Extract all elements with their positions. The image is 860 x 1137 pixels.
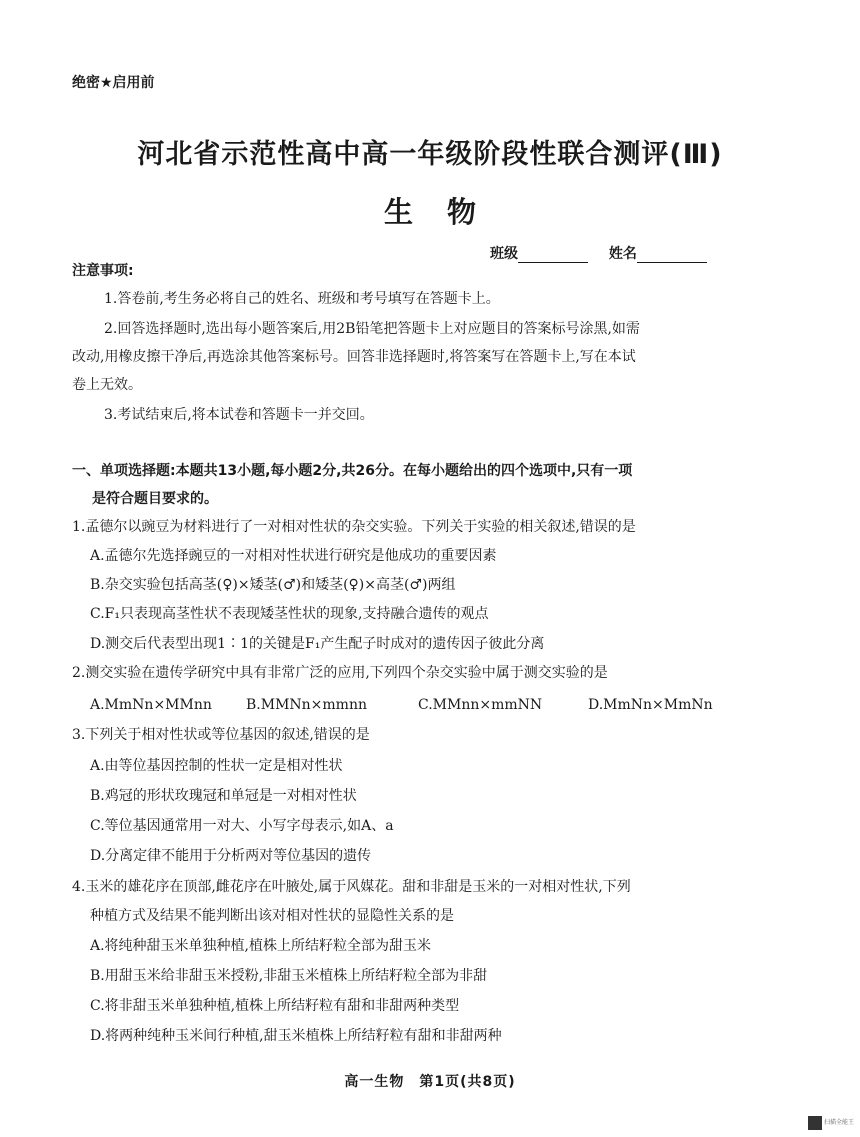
q2-option-c: C.MMnn×mmNN — [418, 697, 543, 713]
secret-label: 绝密★启用前 — [72, 75, 155, 91]
notice-item-3: 3.考试结束后,将本试卷和答题卡一并交回。 — [104, 407, 374, 423]
q2-option-b: B.MMNn×mmnn — [246, 697, 367, 713]
section-1-heading-line-1: 一、单项选择题:本题共13小题,每小题2分,共26分。在每小题给出的四个选项中,只有一项 — [72, 463, 633, 479]
notice-item-2-line-2: 改动,用橡皮擦干净后,再选涂其他答案标号。回答非选择题时,将答案写在答题卡上,写在本试 — [72, 349, 636, 365]
q3-option-d: D.分离定律不能用于分析两对等位基因的遗传 — [90, 848, 372, 864]
q4-option-a: A.将纯种甜玉米单独种植,植株上所结籽粒全部为甜玉米 — [90, 938, 432, 954]
q1-option-d: D.测交后代表型出现1∶1的关键是F₁产生配子时成对的遗传因子彼此分离 — [90, 636, 545, 652]
q4-option-d: D.将两种纯种玉米间行种植,甜玉米植株上所结籽粒有甜和非甜两种 — [90, 1028, 502, 1044]
notice-heading: 注意事项: — [72, 263, 134, 279]
q2-stem: 2.测交实验在遗传学研究中具有非常广泛的应用,下列四个杂交实验中属于测交实验的是 — [72, 665, 608, 681]
scanner-watermark: 扫描全能王 — [824, 1119, 855, 1126]
q1-option-c: C.F₁只表现高茎性状不表现矮茎性状的现象,支持融合遗传的观点 — [90, 606, 489, 622]
q1-stem: 1.孟德尔以豌豆为材料进行了一对相对性状的杂交实验。下列关于实验的相关叙述,错误的是 — [72, 519, 636, 535]
subject-title: 生物 — [383, 195, 510, 229]
q3-stem: 3.下列关于相对性状或等位基因的叙述,错误的是 — [72, 727, 370, 743]
name-blank — [637, 248, 707, 263]
class-label: 班级 — [490, 246, 518, 262]
qr-code-icon — [808, 1116, 822, 1130]
name-label: 姓名 — [608, 246, 637, 262]
q3-option-a: A.由等位基因控制的性状一定是相对性状 — [90, 758, 343, 774]
q4-stem-line-1: 4.玉米的雄花序在顶部,雌花序在叶腋处,属于风媒花。甜和非甜是玉米的一对相对性状,下列 — [72, 879, 631, 895]
q4-stem-line-2: 种植方式及结果不能判断出该对相对性状的显隐性关系的是 — [90, 908, 454, 924]
q1-option-b: B.杂交实验包括高茎(♀)×矮茎(♂)和矮茎(♀)×高茎(♂)两组 — [90, 577, 456, 593]
q1-option-a: A.孟德尔先选择豌豆的一对相对性状进行研究是他成功的重要因素 — [90, 548, 497, 564]
exam-title: 河北省示范性高中高一年级阶段性联合测评(Ⅲ) — [137, 139, 723, 170]
q4-option-c: C.将非甜玉米单独种植,植株上所结籽粒有甜和非甜两种类型 — [90, 998, 460, 1014]
q3-option-b: B.鸡冠的形状玫瑰冠和单冠是一对相对性状 — [90, 788, 357, 804]
student-fields — [490, 243, 723, 263]
q4-option-b: B.用甜玉米给非甜玉米授粉,非甜玉米植株上所结籽粒全部为非甜 — [90, 968, 488, 984]
notice-item-2-line-1: 2.回答选择题时,选出每小题答案后,用2B铅笔把答题卡上对应题目的答案标号涂黑,如需 — [104, 321, 640, 337]
q2-option-a: A.MmNn×MMnn — [90, 697, 212, 713]
q2-option-d: D.MmNn×MmNn — [588, 697, 713, 713]
section-1-heading-line-2: 是符合题目要求的。 — [92, 491, 218, 507]
page-footer: 高一生物 第1页(共8页) — [344, 1074, 516, 1090]
class-blank — [518, 248, 588, 263]
notice-item-1: 1.答卷前,考生务必将自己的姓名、班级和考号填写在答题卡上。 — [104, 291, 500, 307]
q3-option-c: C.等位基因通常用一对大、小写字母表示,如A、a — [90, 818, 394, 834]
notice-item-2-line-3: 卷上无效。 — [72, 377, 142, 393]
